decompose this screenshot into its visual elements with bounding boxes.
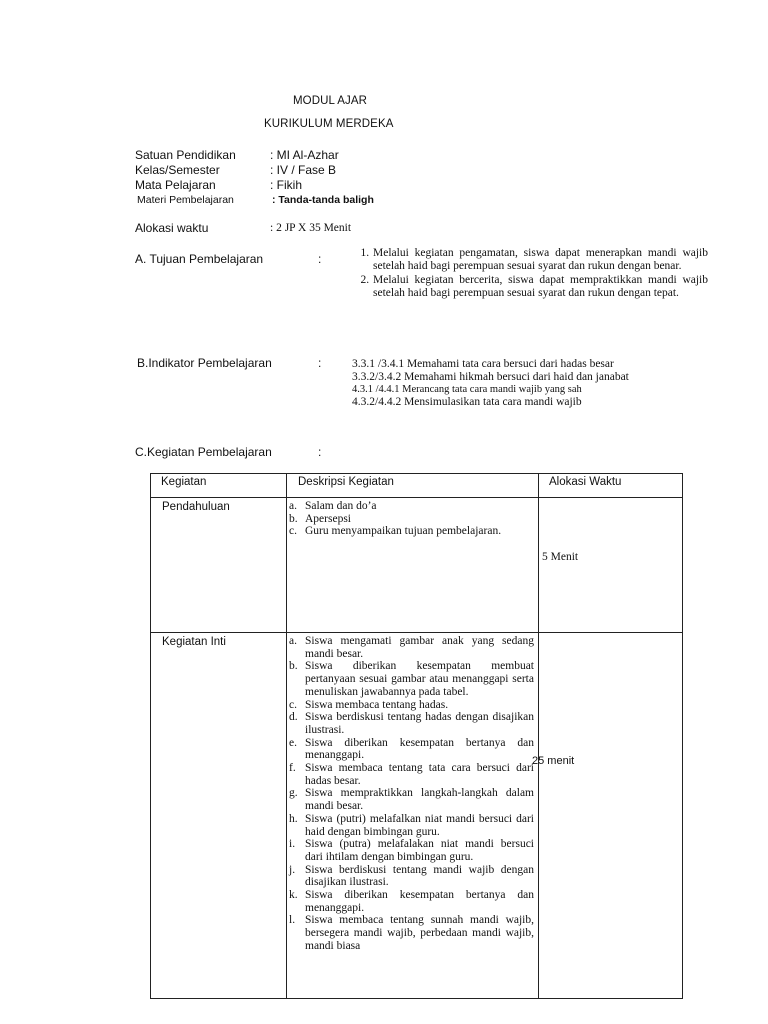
tujuan-list xyxy=(350,247,708,301)
header-kegiatan: Kegiatan xyxy=(151,474,287,498)
row-alokasi-pendahuluan-cell xyxy=(539,498,683,633)
list-item: f. Siswa membaca tentang tata cara bersuci dari hadas besar. xyxy=(289,762,534,787)
list-item: a. Salam dan do’a xyxy=(289,500,377,512)
alokasi-pendahuluan: 5 Menit xyxy=(542,551,579,563)
row-kegiatan-pendahuluan: Pendahuluan xyxy=(151,498,287,633)
document-title: MODUL AJAR xyxy=(293,95,368,107)
table-row xyxy=(151,633,683,999)
row-alokasi-inti-cell xyxy=(539,633,683,999)
list-item: k. Siswa diberikan kesempatan bertanya dan menanggapi. xyxy=(289,889,534,914)
document-subtitle: KURIKULUM MERDEKA xyxy=(264,118,394,130)
list-item: b. Apersepsi xyxy=(289,512,351,525)
identity-label-satuan: Satuan Pendidikan xyxy=(135,148,236,162)
indikator-item: 3.3.1 /3.4.1 Memahami tata cara bersuci dari hadas besar xyxy=(352,358,614,370)
identity-value-kelas: : IV / Fase B xyxy=(270,163,337,177)
list-item: a. Siswa mengamati gambar anak yang sedang mandi besar. xyxy=(289,635,534,660)
activity-list xyxy=(287,633,538,953)
identity-label-materi: Materi Pembelajaran xyxy=(137,194,234,206)
kegiatan-table xyxy=(150,473,683,999)
table-header-row xyxy=(151,474,683,498)
section-kegiatan-label: C.Kegiatan Pembelajaran xyxy=(135,445,272,459)
list-item: h. Siswa (putri) melafalkan niat mandi bersuci dari haid dengan bimbingan guru. xyxy=(289,812,534,838)
indikator-item: 4.3.1 /4.4.1 Merancang tata cara mandi wajib yang sah xyxy=(352,383,582,395)
identity-value-alokasi: : 2 JP X 35 Menit xyxy=(270,222,352,234)
section-kegiatan-colon: : xyxy=(318,445,322,459)
identity-label-kelas: Kelas/Semester xyxy=(135,163,220,177)
alokasi-inti: 25 menit xyxy=(532,755,575,767)
list-item: l. Siswa membaca tentang sunnah mandi wajib, bersegera mandi wajib, perbedaan mandi wajib, mandi biasa xyxy=(289,914,534,952)
section-indikator-label: B.Indikator Pembelajaran xyxy=(137,356,272,370)
header-alokasi: Alokasi Waktu xyxy=(539,474,683,498)
identity-value-satuan: : MI Al-Azhar xyxy=(270,148,339,162)
row-kegiatan-inti: Kegiatan Inti xyxy=(151,633,287,999)
list-item: b. Siswa diberikan kesempatan membuat pertanyaan sesuai gambar atau menanggapi serta menuliskan jawabannya pada tabel. xyxy=(289,660,534,698)
identity-label-alokasi: Alokasi waktu xyxy=(135,221,209,235)
list-item: c. Siswa membaca tentang hadas. xyxy=(289,698,449,711)
table-row xyxy=(151,498,683,633)
row-deskripsi-inti xyxy=(287,633,539,999)
tujuan-item: 2. Melalui kegiatan bercerita, siswa dapat mempraktikkan mandi wajib setelah haid bagi perempuan sesuai syarat dan rukun dengan tepat. xyxy=(372,274,708,301)
header-deskripsi: Deskripsi Kegiatan xyxy=(287,474,539,498)
list-item: e. Siswa diberikan kesempatan bertanya dan menanggapi. xyxy=(289,736,534,762)
row-deskripsi-pendahuluan xyxy=(287,498,539,633)
section-tujuan-colon: : xyxy=(318,252,322,266)
section-indikator-colon: : xyxy=(318,356,322,370)
indikator-item: 4.3.2/4.4.2 Mensimulasikan tata cara mandi wajib xyxy=(352,396,582,409)
tujuan-item: 1. Melalui kegiatan pengamatan, siswa dapat menerapkan mandi wajib setelah haid bagi perempuan sesuai syarat dan rukun dengan benar. xyxy=(372,247,708,274)
list-item: j. Siswa berdiskusi tentang mandi wajib dengan disajikan ilustrasi. xyxy=(289,863,534,889)
list-item: g. Siswa mempraktikkan langkah-langkah dalam mandi besar. xyxy=(289,787,534,813)
indikator-list xyxy=(352,358,692,409)
indikator-item: 3.3.2/3.4.2 Memahami hikmah bersuci dari haid dan janabat xyxy=(352,370,629,383)
list-item: i. Siswa (putra) melafalakan niat mandi bersuci dari ihtilam dengan bimbingan guru. xyxy=(289,838,534,863)
section-tujuan-label: A. Tujuan Pembelajaran xyxy=(135,252,264,266)
identity-label-mapel: Mata Pelajaran xyxy=(135,178,216,192)
list-item: c. Guru menyampaikan tujuan pembelajaran. xyxy=(289,525,502,538)
activity-list xyxy=(287,498,538,538)
list-item: d. Siswa berdiskusi tentang hadas dengan disajikan ilustrasi. xyxy=(289,711,534,736)
identity-value-mapel: : Fikih xyxy=(270,178,303,192)
identity-value-materi: : Tanda-tanda baligh xyxy=(272,194,374,206)
